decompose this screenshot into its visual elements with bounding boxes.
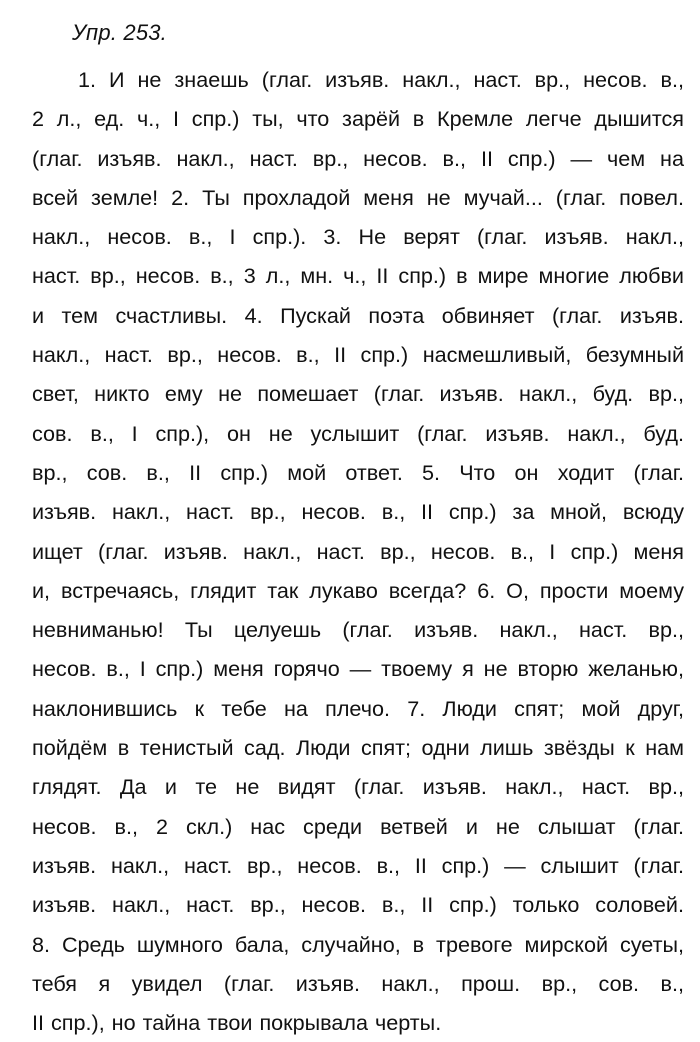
text-line: изъяв. накл., наст. вр., несов. в., II спр.) за мной, всюду (32, 499, 684, 525)
text-line: вр., сов. в., II спр.) мой ответ. 5. Что он ходит (глаг. (32, 459, 684, 485)
text-line: 2 л., ед. ч., I спр.) ты, что зарёй в Кремле легче дышится (32, 106, 684, 132)
text-line: сов. в., I спр.), он не услышит (глаг. изъяв. накл., буд. (32, 420, 684, 446)
text-line: накл., наст. вр., несов. в., II спр.) насмешливый, безумный (32, 342, 684, 368)
text-line: (глаг. изъяв. накл., наст. вр., несов. в., II спр.) — чем на (32, 145, 684, 171)
text-line: невниманью! Ты целуешь (глаг. изъяв. накл., наст. вр., (32, 617, 684, 643)
text-line: и тем счастливы. 4. Пускай поэта обвиняет (глаг. изъяв. (32, 302, 684, 328)
text-line: 8. Средь шумного бала, случайно, в тревоге мирской суеты, (32, 931, 684, 957)
text-line: ищет (глаг. изъяв. накл., наст. вр., несов. в., I спр.) меня (32, 538, 684, 564)
text-line: II спр.), но тайна твои покрывала черты. (32, 1010, 442, 1036)
text-line: изъяв. накл., наст. вр., несов. в., II спр.) — слышит (глаг. (32, 852, 684, 878)
text-line: изъяв. накл., наст. вр., несов. в., II спр.) только соловей. (32, 892, 684, 918)
text-line: наклонившись к тебе на плечо. 7. Люди спят; мой друг, (32, 695, 684, 721)
text-line: несов. в., 2 скл.) нас среди ветвей и не слышат (глаг. (32, 813, 684, 839)
text-line: всей земле! 2. Ты прохладой меня не мучай... (глаг. повел. (32, 184, 684, 210)
text-line: пойдём в тенистый сад. Люди спят; одни лишь звёзды к нам (32, 735, 684, 761)
exercise-text (32, 60, 684, 1042)
text-line: наст. вр., несов. в., 3 л., мн. ч., II спр.) в мире многие любви (32, 263, 684, 289)
text-line: свет, никто ему не помешает (глаг. изъяв. накл., буд. вр., (32, 381, 684, 407)
text-line: и, встречаясь, глядит так лукаво всегда? 6. О, прости моему (32, 577, 684, 603)
text-line: глядят. Да и те не видят (глаг. изъяв. накл., наст. вр., (32, 774, 684, 800)
text-line: несов. в., I спр.) меня горячо — твоему я не вторю желанью, (32, 656, 684, 682)
text-line: накл., несов. в., I спр.). 3. Не верят (глаг. изъяв. накл., (32, 224, 684, 250)
text-line: тебя я увидел (глаг. изъяв. накл., прош. вр., сов. в., (32, 970, 684, 996)
text-line: 1. И не знаешь (глаг. изъяв. накл., наст. вр., несов. в., (78, 67, 684, 92)
exercise-title: Упр. 253. (72, 20, 167, 45)
